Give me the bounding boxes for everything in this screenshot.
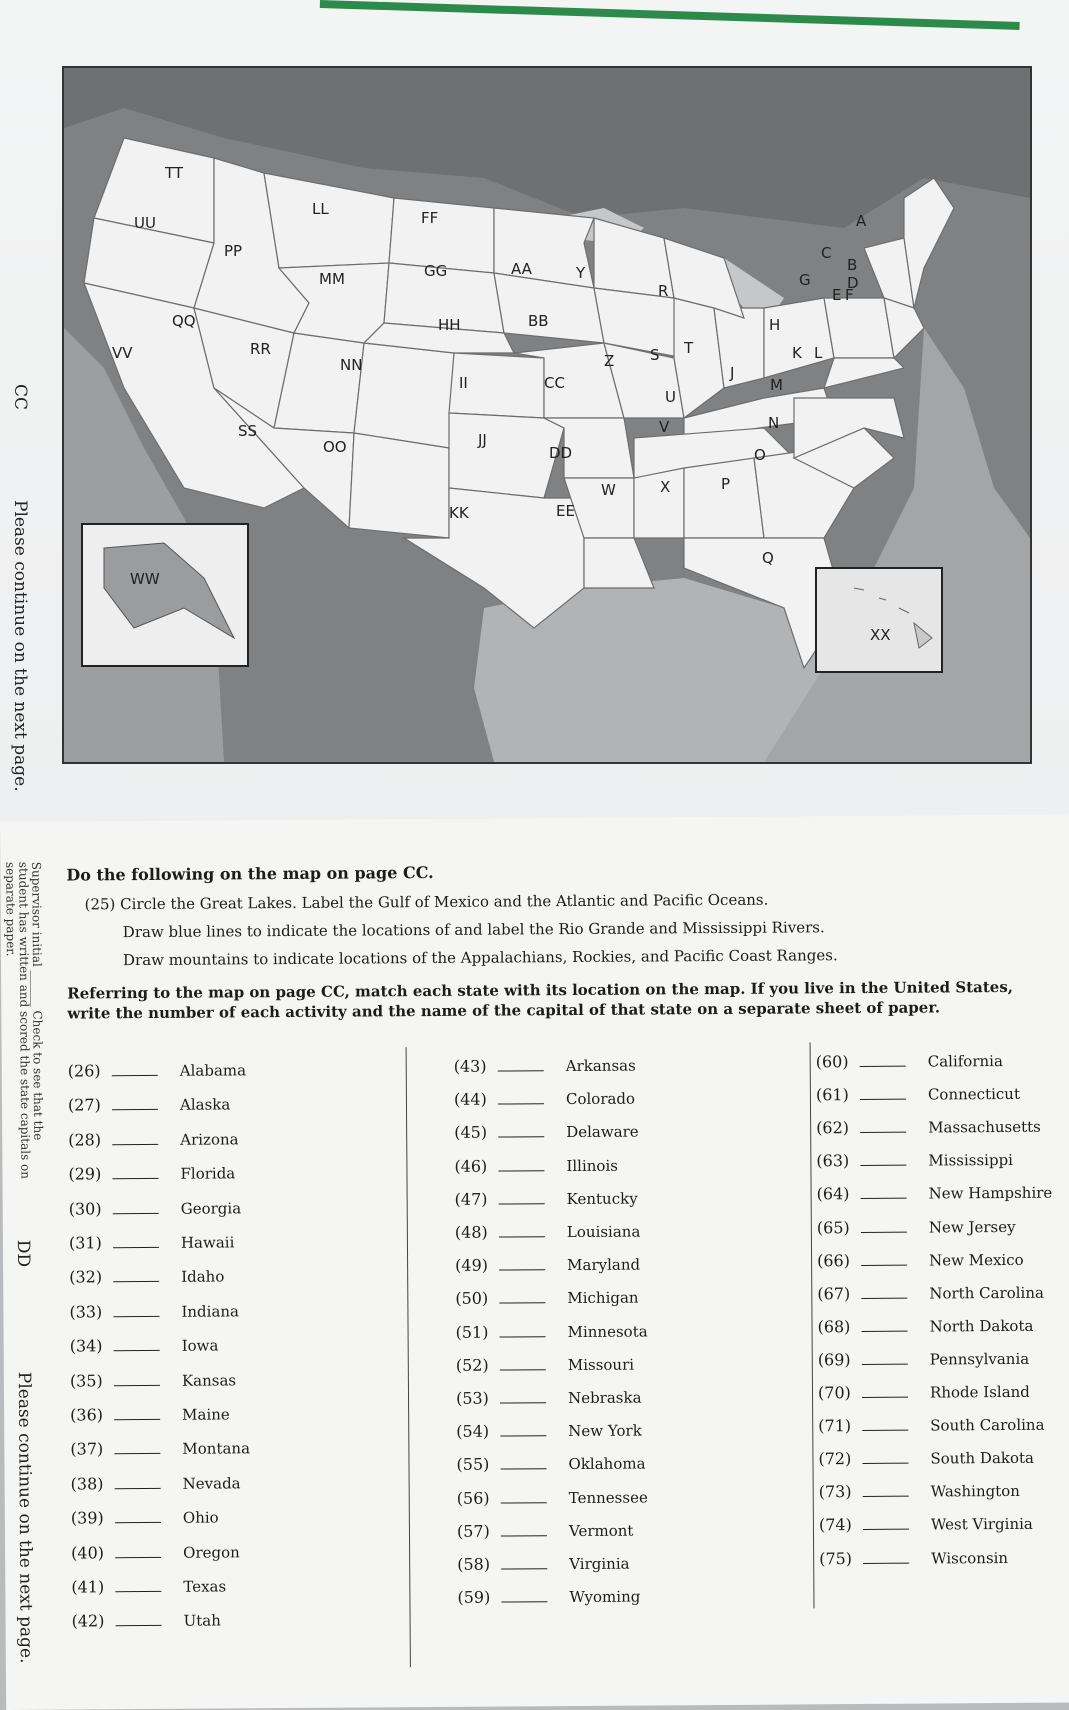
answer-blank[interactable] bbox=[862, 1320, 908, 1331]
answer-blank[interactable] bbox=[114, 1409, 160, 1420]
answer-blank[interactable] bbox=[498, 1160, 544, 1171]
item-number: (39) bbox=[70, 1508, 104, 1528]
answer-blank[interactable] bbox=[501, 1558, 547, 1569]
svg-text:J: J bbox=[730, 364, 735, 382]
answer-blank[interactable] bbox=[863, 1519, 909, 1530]
answer-row bbox=[457, 1587, 640, 1607]
answer-blank[interactable] bbox=[112, 1168, 158, 1179]
item-number: (42) bbox=[71, 1611, 105, 1631]
state-name: Alabama bbox=[179, 1061, 247, 1080]
state-name: Washington bbox=[930, 1482, 1020, 1501]
answer-blank[interactable] bbox=[113, 1271, 159, 1282]
answer-row bbox=[70, 1336, 219, 1356]
item-number: (67) bbox=[817, 1283, 851, 1303]
item-number: (37) bbox=[70, 1439, 104, 1459]
answer-row bbox=[817, 1183, 1053, 1204]
answer-row bbox=[816, 1150, 1013, 1170]
state-name: Nevada bbox=[182, 1474, 241, 1493]
state-name: North Carolina bbox=[929, 1283, 1044, 1303]
item-number: (36) bbox=[70, 1405, 104, 1425]
svg-text:EE: EE bbox=[556, 502, 575, 520]
us-map-drawing bbox=[64, 68, 1030, 762]
svg-text:W: W bbox=[601, 481, 616, 499]
answer-blank[interactable] bbox=[498, 1093, 544, 1104]
svg-text:XX: XX bbox=[870, 626, 891, 644]
item-number: (70) bbox=[817, 1383, 851, 1403]
item-number: (56) bbox=[456, 1488, 490, 1508]
svg-text:D: D bbox=[847, 274, 859, 292]
answer-row bbox=[454, 1155, 618, 1175]
svg-text:KK: KK bbox=[449, 504, 469, 522]
state-name: Tennessee bbox=[568, 1488, 648, 1507]
state-name: Hawaii bbox=[180, 1233, 235, 1252]
answer-blank[interactable] bbox=[501, 1525, 547, 1536]
answer-blank[interactable] bbox=[860, 1122, 906, 1133]
answer-blank[interactable] bbox=[115, 1581, 161, 1592]
answer-blank[interactable] bbox=[860, 1155, 906, 1166]
svg-text:H: H bbox=[769, 316, 781, 334]
continue-note: Please continue on the next page. bbox=[10, 500, 30, 792]
answer-row bbox=[69, 1301, 239, 1321]
column-divider bbox=[810, 1042, 815, 1608]
item-number: (33) bbox=[69, 1302, 103, 1322]
item-number: (69) bbox=[817, 1349, 851, 1370]
item-number: (32) bbox=[69, 1267, 103, 1287]
answer-row bbox=[68, 1164, 235, 1184]
state-name: New Mexico bbox=[929, 1250, 1024, 1270]
answer-row bbox=[817, 1316, 1033, 1337]
instruction-25: (25) Circle the Great Lakes. Label the Gulf of Mexico and the Atlantic and Pacific Oceans. bbox=[84, 890, 769, 914]
svg-text:G: G bbox=[799, 271, 811, 289]
svg-text:N: N bbox=[768, 414, 780, 432]
item-number: (71) bbox=[818, 1416, 852, 1436]
svg-text:U: U bbox=[665, 388, 676, 406]
us-map bbox=[62, 66, 1032, 764]
state-name: Arizona bbox=[180, 1130, 239, 1149]
state-name: Missouri bbox=[567, 1355, 635, 1374]
state-name: Florida bbox=[180, 1164, 236, 1183]
svg-text:MM: MM bbox=[319, 270, 345, 288]
item-number: (73) bbox=[818, 1482, 852, 1502]
instructions-heading: Do the following on the map on page CC. bbox=[66, 862, 434, 885]
state-name: Connecticut bbox=[927, 1084, 1021, 1104]
answer-row bbox=[70, 1404, 230, 1424]
item-number: (51) bbox=[455, 1322, 489, 1342]
svg-text:A: A bbox=[856, 212, 867, 230]
state-name: Virginia bbox=[569, 1554, 630, 1574]
answer-blank[interactable] bbox=[112, 1134, 158, 1145]
svg-text:TT: TT bbox=[165, 164, 184, 182]
svg-text:P: P bbox=[721, 475, 731, 493]
answer-row bbox=[70, 1439, 250, 1459]
svg-text:SS: SS bbox=[238, 422, 258, 440]
worksheet-page bbox=[0, 815, 1069, 1710]
supervisor-note: Supervisor initial ______ Check to see that the student has written and scored the state capitals on separate paper. bbox=[3, 861, 46, 1180]
item-number: (68) bbox=[817, 1316, 851, 1337]
state-name: Minnesota bbox=[567, 1322, 648, 1341]
answer-blank[interactable] bbox=[500, 1392, 546, 1403]
item-number: (45) bbox=[454, 1122, 488, 1143]
answer-blank[interactable] bbox=[113, 1237, 159, 1248]
item-number: (28) bbox=[68, 1130, 102, 1150]
svg-text:NN: NN bbox=[340, 356, 363, 374]
svg-text:S: S bbox=[650, 346, 660, 364]
answer-row bbox=[71, 1508, 219, 1528]
state-name: Georgia bbox=[180, 1198, 242, 1218]
state-name: Vermont bbox=[568, 1521, 634, 1540]
answer-row bbox=[68, 1129, 238, 1149]
answer-blank[interactable] bbox=[860, 1089, 906, 1100]
answer-blank[interactable] bbox=[115, 1512, 161, 1523]
item-number: (61) bbox=[815, 1085, 849, 1105]
answer-blank[interactable] bbox=[862, 1387, 908, 1398]
state-name: Nebraska bbox=[567, 1388, 642, 1408]
item-number: (66) bbox=[817, 1250, 850, 1270]
state-name: Illinois bbox=[566, 1156, 618, 1175]
state-name: Wisconsin bbox=[931, 1548, 1009, 1568]
svg-text:M: M bbox=[770, 376, 783, 394]
state-name: Delaware bbox=[566, 1122, 639, 1142]
item-number: (62) bbox=[816, 1118, 850, 1138]
item-number: (60) bbox=[815, 1052, 849, 1072]
svg-text:LL: LL bbox=[312, 200, 329, 218]
state-name: Texas bbox=[183, 1577, 227, 1596]
svg-text:B: B bbox=[847, 256, 858, 274]
item-number: (59) bbox=[457, 1587, 491, 1608]
answer-blank[interactable] bbox=[862, 1453, 908, 1464]
state-name: West Virginia bbox=[930, 1515, 1033, 1534]
state-name: New Hampshire bbox=[928, 1184, 1053, 1203]
item-number: (54) bbox=[456, 1421, 490, 1442]
answer-blank[interactable] bbox=[499, 1259, 545, 1270]
state-name: New York bbox=[568, 1421, 642, 1441]
item-number: (50) bbox=[455, 1288, 489, 1309]
state-name: South Carolina bbox=[930, 1415, 1045, 1435]
svg-text:WW: WW bbox=[130, 570, 160, 588]
instruction-25-mountains: Draw mountains to indicate locations of the Appalachians, Rockies, and Pacific Coast Ranges. bbox=[122, 946, 838, 970]
answer-row bbox=[456, 1321, 648, 1341]
item-number: (27) bbox=[67, 1095, 101, 1115]
answer-blank[interactable] bbox=[499, 1293, 545, 1304]
answer-blank[interactable] bbox=[113, 1306, 159, 1317]
svg-text:QQ: QQ bbox=[172, 312, 196, 330]
state-name: Pennsylvania bbox=[929, 1349, 1030, 1369]
item-number: (65) bbox=[816, 1217, 850, 1237]
state-name: Massachusetts bbox=[928, 1117, 1041, 1137]
answer-row bbox=[71, 1576, 226, 1596]
item-number: (44) bbox=[453, 1089, 487, 1110]
state-name: Alaska bbox=[179, 1095, 231, 1115]
answer-row bbox=[819, 1514, 1033, 1534]
svg-text:L: L bbox=[814, 344, 823, 362]
answer-blank[interactable] bbox=[862, 1420, 908, 1431]
state-name: Kentucky bbox=[566, 1189, 638, 1208]
map-page bbox=[0, 0, 1069, 830]
item-number: (30) bbox=[68, 1198, 102, 1219]
answer-blank[interactable] bbox=[114, 1374, 160, 1385]
answer-blank[interactable] bbox=[501, 1492, 547, 1503]
svg-text:HH: HH bbox=[438, 316, 461, 334]
item-number: (31) bbox=[68, 1233, 102, 1253]
item-number: (46) bbox=[454, 1156, 488, 1176]
answer-blank[interactable] bbox=[500, 1425, 546, 1436]
answer-blank[interactable] bbox=[861, 1188, 907, 1199]
answer-row bbox=[71, 1473, 241, 1493]
answer-row bbox=[71, 1542, 240, 1562]
answer-row bbox=[817, 1216, 1016, 1236]
answer-blank[interactable] bbox=[498, 1127, 544, 1138]
state-name: Ohio bbox=[182, 1508, 219, 1527]
item-number: (43) bbox=[453, 1056, 487, 1076]
continue-note: Please continue on the next page. bbox=[13, 1371, 36, 1664]
answer-row bbox=[70, 1370, 236, 1390]
svg-text:Y: Y bbox=[576, 264, 586, 282]
item-number: (52) bbox=[455, 1355, 489, 1375]
item-number: (47) bbox=[454, 1189, 488, 1209]
state-name: Mississippi bbox=[928, 1151, 1013, 1170]
answer-row bbox=[68, 1095, 230, 1115]
state-name: Arkansas bbox=[565, 1056, 636, 1076]
svg-text:FF: FF bbox=[421, 209, 439, 227]
item-number: (74) bbox=[818, 1515, 852, 1535]
svg-text:RR: RR bbox=[250, 340, 271, 358]
svg-text:II: II bbox=[459, 374, 468, 392]
answer-blank[interactable] bbox=[861, 1254, 907, 1265]
answer-blank[interactable] bbox=[500, 1459, 546, 1470]
item-number: (40) bbox=[71, 1542, 105, 1563]
answer-row bbox=[456, 1421, 642, 1441]
svg-text:O: O bbox=[754, 446, 766, 464]
item-number: (35) bbox=[69, 1370, 103, 1391]
svg-text:DD: DD bbox=[549, 444, 573, 462]
svg-text:K: K bbox=[792, 344, 802, 362]
state-name: Idaho bbox=[181, 1267, 225, 1287]
svg-text:F: F bbox=[845, 286, 854, 304]
state-name: Iowa bbox=[181, 1336, 219, 1355]
answer-row bbox=[817, 1282, 1044, 1303]
svg-text:V: V bbox=[659, 418, 670, 436]
answer-row bbox=[816, 1084, 1020, 1104]
state-name: Colorado bbox=[565, 1089, 636, 1109]
answer-row bbox=[68, 1060, 246, 1080]
state-name: Maryland bbox=[567, 1255, 641, 1275]
answer-blank[interactable] bbox=[115, 1546, 161, 1557]
book-spine-edge bbox=[320, 0, 1020, 30]
item-number: (72) bbox=[818, 1449, 852, 1469]
page-label: DD bbox=[12, 1239, 34, 1268]
answer-row bbox=[817, 1249, 1024, 1269]
svg-text:OO: OO bbox=[323, 438, 347, 456]
state-name: New Jersey bbox=[928, 1217, 1016, 1237]
item-number: (29) bbox=[68, 1164, 102, 1184]
instruction-25-rivers: Draw blue lines to indicate the locations of and label the Rio Grande and Mississippi Rivers. bbox=[122, 918, 825, 942]
answer-row bbox=[456, 1354, 634, 1374]
answer-blank[interactable] bbox=[861, 1287, 907, 1298]
svg-text:T: T bbox=[684, 339, 694, 357]
item-number: (53) bbox=[455, 1388, 489, 1408]
answer-blank[interactable] bbox=[863, 1552, 909, 1563]
svg-text:CC: CC bbox=[544, 374, 565, 392]
answer-blank[interactable] bbox=[116, 1615, 162, 1626]
state-name: California bbox=[927, 1052, 1003, 1071]
state-name: Louisiana bbox=[566, 1222, 641, 1242]
item-number: (57) bbox=[456, 1521, 490, 1541]
item-number: (38) bbox=[70, 1474, 104, 1494]
state-name: Utah bbox=[183, 1611, 221, 1631]
svg-text:AA: AA bbox=[511, 260, 532, 278]
svg-text:JJ: JJ bbox=[478, 431, 487, 449]
answer-blank[interactable] bbox=[501, 1591, 547, 1602]
item-number: (34) bbox=[69, 1336, 103, 1356]
answer-blank[interactable] bbox=[498, 1060, 544, 1071]
answer-row bbox=[456, 1454, 645, 1474]
answer-row bbox=[457, 1487, 648, 1507]
svg-text:R: R bbox=[658, 282, 669, 300]
item-number: (41) bbox=[71, 1577, 105, 1597]
svg-text:GG: GG bbox=[424, 262, 448, 280]
answer-row bbox=[456, 1388, 642, 1408]
state-name: Kansas bbox=[181, 1370, 237, 1390]
column-divider bbox=[406, 1047, 411, 1667]
answer-blank[interactable] bbox=[499, 1193, 545, 1204]
answer-blank[interactable] bbox=[114, 1443, 160, 1454]
item-number: (49) bbox=[455, 1255, 489, 1276]
answer-row bbox=[819, 1547, 1008, 1567]
answer-row bbox=[455, 1188, 638, 1208]
answer-row bbox=[816, 1117, 1041, 1138]
item-number: (48) bbox=[454, 1222, 488, 1242]
matching-instructions: Referring to the map on page CC, match each state with its location on the map. If you live in the United States, write the number of each activity and the name of the capital of that state on a separate sheet of paper. bbox=[67, 977, 1014, 1023]
answer-blank[interactable] bbox=[860, 1056, 906, 1067]
answer-row bbox=[818, 1415, 1044, 1436]
state-name: Oklahoma bbox=[568, 1454, 646, 1474]
answer-row bbox=[818, 1382, 1030, 1402]
state-name: Indiana bbox=[181, 1302, 240, 1321]
svg-text:Z: Z bbox=[604, 352, 615, 370]
item-number: (75) bbox=[819, 1548, 853, 1568]
answer-blank[interactable] bbox=[863, 1486, 909, 1497]
answer-blank[interactable] bbox=[113, 1202, 159, 1213]
state-name: Michigan bbox=[567, 1288, 639, 1308]
item-number: (63) bbox=[816, 1151, 850, 1171]
answer-row bbox=[454, 1089, 635, 1109]
item-number: (26) bbox=[67, 1061, 101, 1081]
svg-text:C: C bbox=[821, 244, 832, 262]
answer-row bbox=[819, 1481, 1020, 1501]
answer-row bbox=[455, 1255, 640, 1275]
state-name: North Dakota bbox=[929, 1316, 1034, 1336]
svg-text:VV: VV bbox=[112, 344, 133, 362]
answer-blank[interactable] bbox=[114, 1340, 160, 1351]
svg-text:X: X bbox=[660, 478, 671, 496]
state-name: South Dakota bbox=[930, 1448, 1035, 1468]
answer-row bbox=[454, 1122, 639, 1142]
answer-blank[interactable] bbox=[862, 1354, 908, 1365]
answer-row bbox=[455, 1288, 638, 1308]
answer-row bbox=[457, 1554, 629, 1574]
item-number: (55) bbox=[456, 1454, 490, 1475]
answer-blank[interactable] bbox=[112, 1065, 158, 1076]
answer-row bbox=[69, 1198, 242, 1218]
answer-blank[interactable] bbox=[500, 1359, 546, 1370]
state-name: Montana bbox=[182, 1439, 251, 1459]
item-number: (58) bbox=[457, 1554, 491, 1574]
svg-text:E: E bbox=[832, 286, 842, 304]
answer-row bbox=[818, 1349, 1030, 1369]
answer-row bbox=[457, 1520, 634, 1540]
svg-text:PP: PP bbox=[224, 242, 243, 260]
item-number: (64) bbox=[816, 1184, 850, 1204]
answer-blank[interactable] bbox=[861, 1221, 907, 1232]
state-name: Oregon bbox=[183, 1542, 240, 1562]
answer-row bbox=[69, 1232, 235, 1252]
svg-text:UU: UU bbox=[134, 214, 156, 232]
svg-text:BB: BB bbox=[528, 312, 549, 330]
state-name: Wyoming bbox=[569, 1587, 641, 1607]
answer-blank[interactable] bbox=[500, 1326, 546, 1337]
answer-row bbox=[818, 1448, 1034, 1469]
answer-row bbox=[69, 1267, 224, 1287]
answer-blank[interactable] bbox=[499, 1226, 545, 1237]
answer-row bbox=[454, 1056, 636, 1076]
svg-text:Q: Q bbox=[762, 549, 774, 567]
state-name: Maine bbox=[182, 1405, 230, 1424]
answer-blank[interactable] bbox=[112, 1099, 158, 1110]
answer-row bbox=[816, 1051, 1003, 1071]
answer-row bbox=[455, 1222, 641, 1242]
page-label: CC bbox=[10, 384, 30, 411]
answer-blank[interactable] bbox=[115, 1478, 161, 1489]
answer-row bbox=[72, 1611, 221, 1631]
state-name: Rhode Island bbox=[929, 1382, 1030, 1402]
